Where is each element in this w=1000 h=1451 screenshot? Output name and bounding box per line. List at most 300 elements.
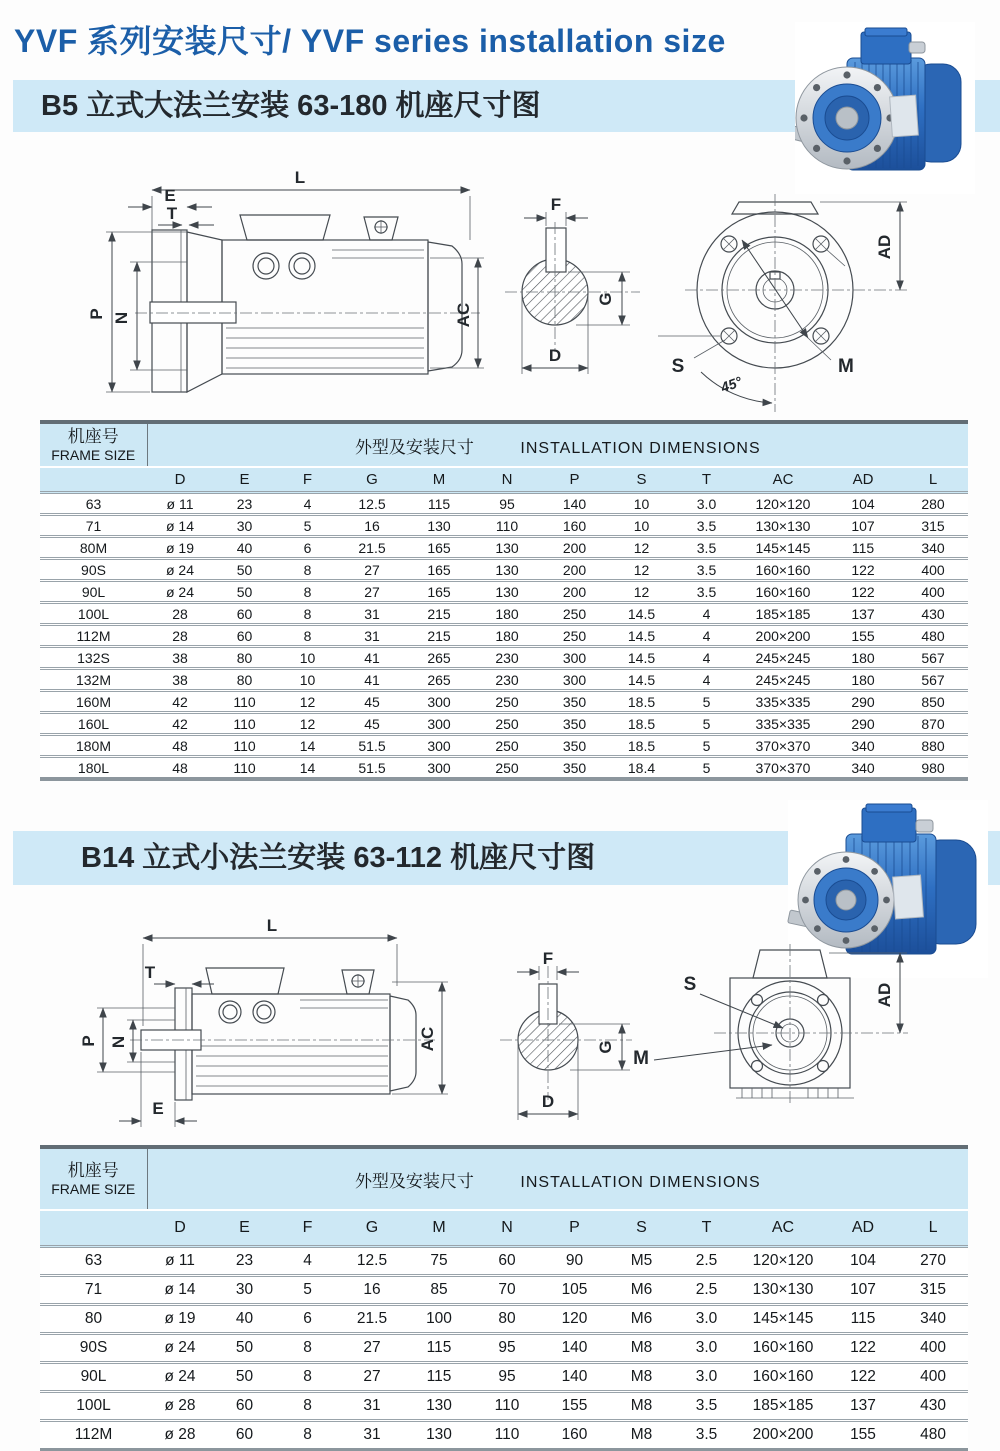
table-cell: 140 [541, 493, 608, 515]
table-cell: 85 [405, 1276, 473, 1305]
table-cell: M8 [608, 1363, 675, 1392]
table-cell: 315 [898, 515, 968, 537]
table-cell: 4 [675, 669, 738, 691]
table-cell: 95 [473, 1363, 541, 1392]
table-cell: 18.4 [608, 757, 675, 780]
table-cell: 160×160 [738, 1334, 828, 1363]
column-header: AC [738, 467, 828, 493]
table-cell: 14 [276, 757, 339, 780]
table-cell: 12.5 [339, 1247, 405, 1276]
table-cell: 18.5 [608, 713, 675, 735]
installation-dimensions-header [147, 422, 968, 467]
dim-label-s: S [683, 974, 697, 995]
table-cell: ø 28 [147, 1421, 213, 1451]
table-cell: M5 [608, 1247, 675, 1276]
table-cell: 14.5 [608, 669, 675, 691]
table-cell: 140 [541, 1363, 608, 1392]
table-cell: 41 [339, 669, 405, 691]
table-cell: 10 [608, 515, 675, 537]
table-cell: 137 [828, 603, 898, 625]
column-header: P [541, 1210, 608, 1247]
table-cell: 3.5 [675, 559, 738, 581]
table-cell: 107 [828, 515, 898, 537]
table-cell: ø 24 [147, 581, 213, 603]
column-header-row [40, 1210, 968, 1247]
table-cell: 155 [828, 625, 898, 647]
dim-label-f: F [542, 949, 554, 968]
table-cell: 335×335 [738, 691, 828, 713]
dim-label-ac: AC [454, 302, 473, 328]
table-cell: 340 [828, 735, 898, 757]
table-cell: 104 [828, 1247, 898, 1276]
section-b14-banner-text: B14 立式小法兰安装 63-112 机座尺寸图 [81, 842, 596, 874]
table-cell: 50 [213, 1334, 276, 1363]
table-cell: 41 [339, 647, 405, 669]
table-cell: 40 [213, 537, 276, 559]
table-cell: 132S [40, 647, 147, 669]
table-cell: 340 [898, 1305, 968, 1334]
frame-size-header [40, 1147, 147, 1210]
b5-shaft-section [505, 195, 640, 374]
table-cell: 90L [40, 1363, 147, 1392]
table-cell: 110 [213, 735, 276, 757]
column-header: AC [738, 1210, 828, 1247]
table-row [40, 1334, 968, 1363]
table-cell: 265 [405, 647, 473, 669]
table-cell: 28 [147, 625, 213, 647]
table-cell: ø 14 [147, 1276, 213, 1305]
page-title: YVF 系列安装尺寸/ YVF series installation size [14, 23, 726, 59]
table-cell: 370×370 [738, 757, 828, 780]
table-cell: 105 [541, 1276, 608, 1305]
table-cell: ø 11 [147, 493, 213, 515]
table-cell: 115 [405, 1334, 473, 1363]
table-cell: 3.5 [675, 1421, 738, 1451]
column-header: AD [828, 467, 898, 493]
table-cell: 300 [541, 669, 608, 691]
dim-label-n: N [109, 1035, 128, 1049]
table-cell: 400 [898, 1334, 968, 1363]
table-cell: 300 [405, 713, 473, 735]
table-cell: 50 [213, 559, 276, 581]
dim-label-s: S [671, 356, 685, 377]
table-cell: 165 [405, 537, 473, 559]
table-cell: 115 [828, 1305, 898, 1334]
table-cell: 75 [405, 1247, 473, 1276]
table-cell: 4 [675, 625, 738, 647]
table-cell: 567 [898, 647, 968, 669]
table-cell: 130 [473, 559, 541, 581]
column-header: L [898, 1210, 968, 1247]
table-cell: 38 [147, 647, 213, 669]
b5-dimensions-table [40, 420, 968, 781]
table-cell: 200×200 [738, 625, 828, 647]
column-header: N [473, 1210, 541, 1247]
table-cell: 21.5 [339, 537, 405, 559]
table-cell: 200 [541, 559, 608, 581]
table-cell: 70 [473, 1276, 541, 1305]
frame-size-header [40, 422, 147, 467]
table-cell: 3.5 [675, 1392, 738, 1421]
table-cell: M8 [608, 1392, 675, 1421]
table-cell: 230 [473, 669, 541, 691]
column-header: G [339, 1210, 405, 1247]
table-cell: 42 [147, 713, 213, 735]
table-cell: 80 [213, 647, 276, 669]
table-cell: 3.5 [675, 581, 738, 603]
table-cell: 23 [213, 1247, 276, 1276]
column-header: E [213, 467, 276, 493]
table-cell: 165 [405, 559, 473, 581]
column-header: T [675, 467, 738, 493]
table-cell: M6 [608, 1305, 675, 1334]
dim-label-e: E [164, 186, 176, 205]
table-cell: 165 [405, 581, 473, 603]
column-header: F [276, 1210, 339, 1247]
table-cell: 115 [828, 537, 898, 559]
table-cell: 10 [608, 493, 675, 515]
table-cell: 180L [40, 757, 147, 780]
table-row [40, 757, 968, 780]
table-cell: 480 [898, 1421, 968, 1451]
table-cell: 430 [898, 603, 968, 625]
frame-size-en: FRAME SIZE [51, 446, 136, 463]
table-cell: 350 [541, 691, 608, 713]
dim-label-n: N [112, 311, 131, 325]
table-cell: 30 [213, 1276, 276, 1305]
table-cell: ø 14 [147, 515, 213, 537]
table-cell: 215 [405, 603, 473, 625]
table-cell: 90L [40, 581, 147, 603]
table-cell: 115 [405, 1363, 473, 1392]
b5-technical-drawing [0, 160, 1000, 416]
b14-shaft-section [500, 949, 632, 1120]
table-cell: 185×185 [738, 603, 828, 625]
column-header: G [339, 467, 405, 493]
table-cell: 120×120 [738, 1247, 828, 1276]
table-cell: 4 [675, 647, 738, 669]
table-cell: 6 [276, 537, 339, 559]
installation-dimensions-en: INSTALLATION DIMENSIONS [520, 1173, 761, 1191]
table-cell: 132M [40, 669, 147, 691]
table-cell: 27 [339, 559, 405, 581]
table-cell: 8 [276, 1363, 339, 1392]
table-cell: 12.5 [339, 493, 405, 515]
table-cell: 12 [608, 559, 675, 581]
table-row [40, 493, 968, 515]
table-cell: 31 [339, 1421, 405, 1451]
table-cell: 430 [898, 1392, 968, 1421]
table-cell: 31 [339, 1392, 405, 1421]
b5-side-view [87, 168, 484, 392]
dim-label-g: G [596, 1040, 615, 1054]
table-cell: 63 [40, 493, 147, 515]
table-cell: 160M [40, 691, 147, 713]
dim-label-g: G [596, 292, 615, 306]
dim-label-45deg: 45° [718, 373, 744, 396]
table-cell: 245×245 [738, 669, 828, 691]
dim-label-l: L [266, 916, 278, 935]
dim-label-m: M [633, 1048, 649, 1069]
table-cell: 980 [898, 757, 968, 780]
table-cell: 12 [276, 713, 339, 735]
table-row [40, 647, 968, 669]
table-cell: 250 [541, 603, 608, 625]
table-cell: 180M [40, 735, 147, 757]
table-cell: 480 [898, 625, 968, 647]
table-cell: ø 24 [147, 1334, 213, 1363]
table-cell: 250 [473, 691, 541, 713]
table-cell: 130 [405, 1421, 473, 1451]
table-row [40, 1363, 968, 1392]
table-cell: 104 [828, 493, 898, 515]
table-cell: ø 19 [147, 1305, 213, 1334]
table-cell: 42 [147, 691, 213, 713]
table-cell: M8 [608, 1421, 675, 1451]
table-cell: 130 [473, 581, 541, 603]
table-cell: 27 [339, 581, 405, 603]
table-cell: 265 [405, 669, 473, 691]
table-cell: 71 [40, 515, 147, 537]
dim-label-ac: AC [418, 1026, 437, 1052]
table-cell: 27 [339, 1334, 405, 1363]
table-cell: 60 [213, 1392, 276, 1421]
table-cell: 567 [898, 669, 968, 691]
table-cell: 5 [675, 713, 738, 735]
column-header: M [405, 1210, 473, 1247]
table-cell: 120×120 [738, 493, 828, 515]
table-cell: 160 [541, 515, 608, 537]
table-cell: 48 [147, 735, 213, 757]
table-cell: 16 [339, 1276, 405, 1305]
table-cell: 155 [541, 1392, 608, 1421]
dim-label-f: F [550, 195, 562, 214]
table-cell: ø 24 [147, 559, 213, 581]
table-cell: 100L [40, 603, 147, 625]
table-cell: 5 [675, 691, 738, 713]
table-cell: 80M [40, 537, 147, 559]
table-cell: 51.5 [339, 757, 405, 780]
table-cell: ø 19 [147, 537, 213, 559]
column-header: D [147, 1210, 213, 1247]
table-cell: 110 [213, 757, 276, 780]
table-cell: 110 [213, 691, 276, 713]
table-cell: 155 [828, 1421, 898, 1451]
table-cell: 100L [40, 1392, 147, 1421]
table-cell: 95 [473, 493, 541, 515]
table-cell: 4 [276, 493, 339, 515]
table-row [40, 515, 968, 537]
table-cell: 8 [276, 581, 339, 603]
table-cell: 250 [473, 757, 541, 780]
table-row [40, 691, 968, 713]
table-cell: 50 [213, 581, 276, 603]
table-row [40, 559, 968, 581]
dim-label-p: P [79, 1035, 98, 1047]
table-cell: 80 [473, 1305, 541, 1334]
table-cell: 870 [898, 713, 968, 735]
table-cell: 110 [473, 1392, 541, 1421]
table-cell: 130 [405, 1392, 473, 1421]
table-row [40, 1305, 968, 1334]
table-cell: 122 [828, 581, 898, 603]
table-cell: 230 [473, 647, 541, 669]
table-cell: 48 [147, 757, 213, 780]
table-cell: 12 [276, 691, 339, 713]
dim-label-d: D [541, 1092, 555, 1111]
table-cell: 850 [898, 691, 968, 713]
table-cell: 160×160 [738, 559, 828, 581]
table-cell: 400 [898, 1363, 968, 1392]
dim-label-t: T [166, 204, 178, 223]
table-row [40, 1421, 968, 1451]
table-cell: 122 [828, 1363, 898, 1392]
table-cell: 300 [405, 735, 473, 757]
table-cell: 10 [276, 669, 339, 691]
table-cell: 110 [473, 515, 541, 537]
table-cell: 60 [213, 1421, 276, 1451]
column-header: M [405, 467, 473, 493]
table-cell: 8 [276, 559, 339, 581]
table-cell: 80 [213, 669, 276, 691]
table-cell: 880 [898, 735, 968, 757]
section-b5-banner-text: B5 立式大法兰安装 63-180 机座尺寸图 [41, 90, 541, 122]
table-cell: 90S [40, 559, 147, 581]
table-cell: 38 [147, 669, 213, 691]
table-row [40, 1247, 968, 1276]
table-cell: 215 [405, 625, 473, 647]
table-cell: 200 [541, 581, 608, 603]
table-cell: 30 [213, 515, 276, 537]
table-cell: 21.5 [339, 1305, 405, 1334]
table-cell: 137 [828, 1392, 898, 1421]
table-cell: 14.5 [608, 647, 675, 669]
table-cell: 45 [339, 713, 405, 735]
table-cell: 110 [473, 1421, 541, 1451]
table-cell: 60 [473, 1247, 541, 1276]
dim-label-e: E [152, 1099, 164, 1118]
table-cell: 250 [473, 713, 541, 735]
table-row [40, 537, 968, 559]
table-cell: 3.0 [675, 1363, 738, 1392]
b5-table-body [40, 493, 968, 780]
table-cell: ø 11 [147, 1247, 213, 1276]
table-cell: 350 [541, 713, 608, 735]
table-cell: 16 [339, 515, 405, 537]
table-cell: 14.5 [608, 603, 675, 625]
table-cell: 3.0 [675, 1305, 738, 1334]
table-cell: 80 [40, 1305, 147, 1334]
table-cell: 160×160 [738, 581, 828, 603]
table-cell: 130×130 [738, 1276, 828, 1305]
table-cell: 5 [276, 515, 339, 537]
table-row [40, 669, 968, 691]
column-header: F [276, 467, 339, 493]
table-cell: 160L [40, 713, 147, 735]
dim-label-t: T [144, 963, 156, 982]
table-cell: 245×245 [738, 647, 828, 669]
table-cell: 5 [276, 1276, 339, 1305]
table-cell: 8 [276, 1421, 339, 1451]
frame-size-zh: 机座号 [67, 1160, 119, 1180]
table-cell: 8 [276, 603, 339, 625]
b14-dimensions-table [40, 1145, 968, 1451]
table-cell: M6 [608, 1276, 675, 1305]
b14-front-view [633, 944, 908, 1104]
table-row [40, 713, 968, 735]
column-header: E [213, 1210, 276, 1247]
table-cell: 300 [405, 691, 473, 713]
table-cell: 3.0 [675, 1334, 738, 1363]
table-cell: 122 [828, 1334, 898, 1363]
table-cell: 315 [898, 1276, 968, 1305]
table-cell: 95 [473, 1334, 541, 1363]
table-row [40, 581, 968, 603]
dim-label-ad: AD [875, 982, 894, 1008]
table-cell: 10 [276, 647, 339, 669]
table-cell: 290 [828, 713, 898, 735]
installation-dimensions-zh: 外型及安装尺寸 [354, 1171, 474, 1191]
installation-dimensions-header [147, 1147, 968, 1210]
table-cell: 3.5 [675, 537, 738, 559]
dim-label-m: M [838, 356, 854, 377]
table-cell: 370×370 [738, 735, 828, 757]
table-cell: 8 [276, 1334, 339, 1363]
b14-technical-drawing [0, 900, 1000, 1145]
table-cell: M8 [608, 1334, 675, 1363]
table-cell: 4 [675, 603, 738, 625]
table-cell: 8 [276, 625, 339, 647]
table-cell: 51.5 [339, 735, 405, 757]
table-cell: 335×335 [738, 713, 828, 735]
table-cell: 340 [898, 537, 968, 559]
table-cell: 140 [541, 1334, 608, 1363]
table-cell: 112M [40, 1421, 147, 1451]
dim-label-p: P [87, 308, 106, 320]
table-cell: 2.5 [675, 1276, 738, 1305]
table-row [40, 1276, 968, 1305]
table-cell: 14 [276, 735, 339, 757]
table-cell: 270 [898, 1247, 968, 1276]
table-cell: 71 [40, 1276, 147, 1305]
table-cell: 45 [339, 691, 405, 713]
table-row [40, 735, 968, 757]
table-cell: 185×185 [738, 1392, 828, 1421]
table-cell: 6 [276, 1305, 339, 1334]
table-cell: 12 [608, 537, 675, 559]
table-cell: 107 [828, 1276, 898, 1305]
column-header: D [147, 467, 213, 493]
table-cell: 200×200 [738, 1421, 828, 1451]
b5-flange-front-view [658, 194, 908, 412]
table-cell: 3.0 [675, 493, 738, 515]
column-header [40, 1210, 147, 1247]
table-cell: 160 [541, 1421, 608, 1451]
table-cell: 60 [213, 603, 276, 625]
table-cell: 350 [541, 735, 608, 757]
table-cell: 290 [828, 691, 898, 713]
table-cell: 200 [541, 537, 608, 559]
table-cell: 31 [339, 625, 405, 647]
table-cell: 3.5 [675, 515, 738, 537]
table-cell: 2.5 [675, 1247, 738, 1276]
dim-label-l: L [294, 168, 306, 187]
table-cell: 40 [213, 1305, 276, 1334]
table-cell: 280 [898, 493, 968, 515]
table-row [40, 603, 968, 625]
table-cell: 110 [213, 713, 276, 735]
table-cell: 145×145 [738, 1305, 828, 1334]
